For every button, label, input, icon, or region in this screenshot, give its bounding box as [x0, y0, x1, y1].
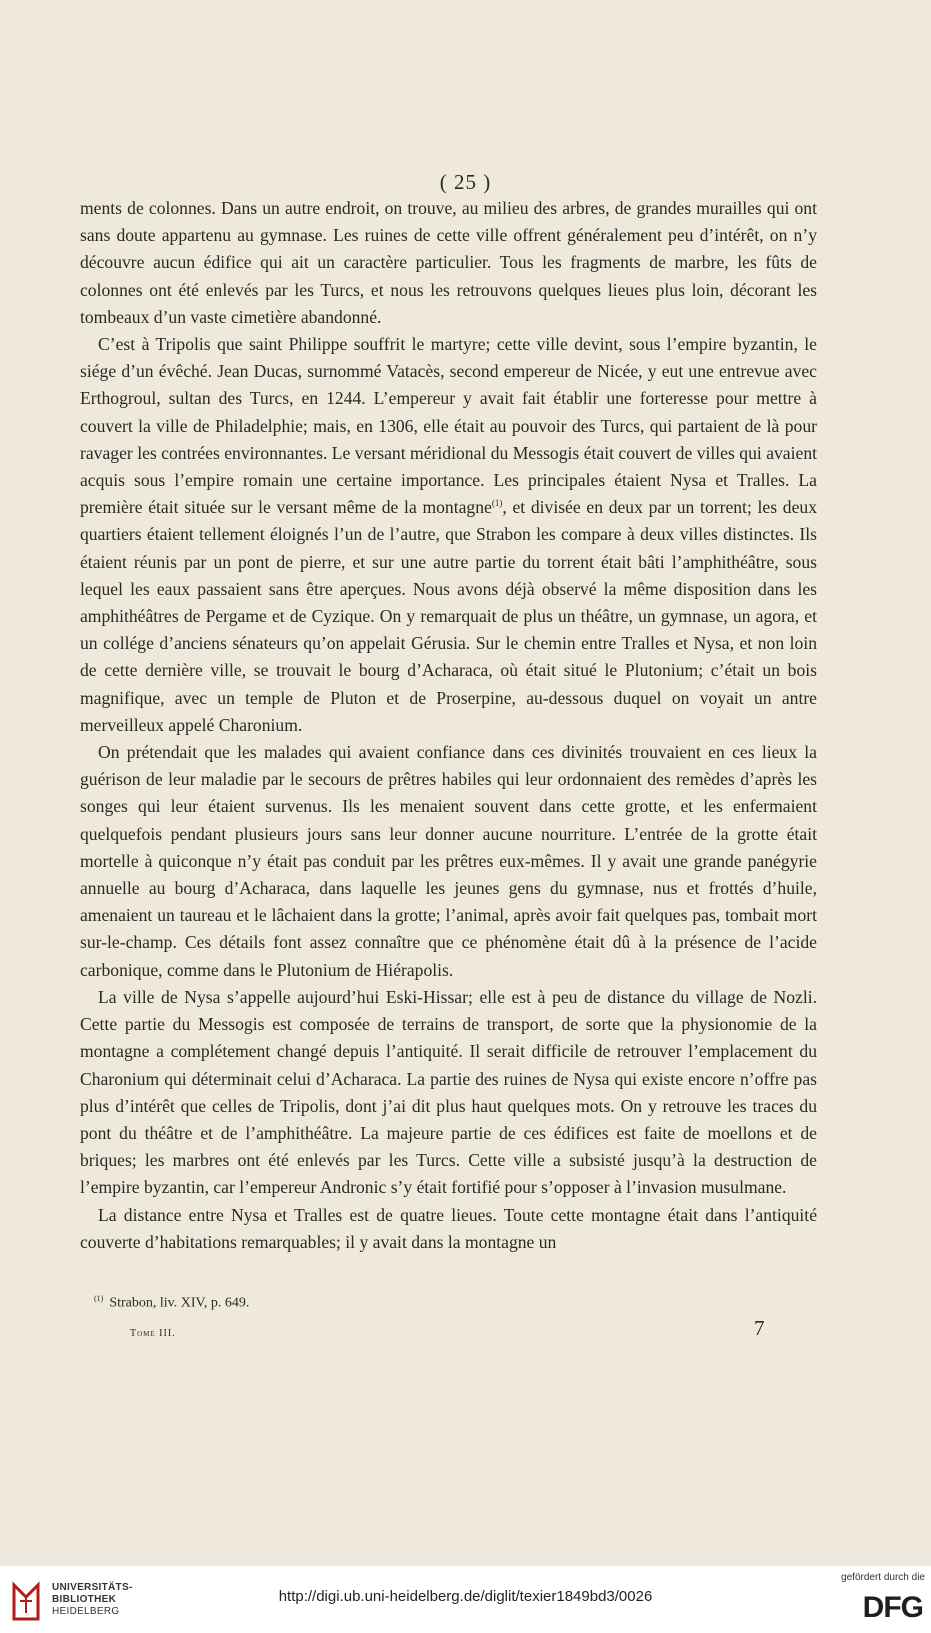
body-text [80, 195, 817, 1256]
footnote [94, 1294, 249, 1312]
dfg-logo: DFG [862, 1591, 923, 1624]
funding-note: gefördert durch die [841, 1572, 925, 1583]
page-number: ( 25 ) [439, 170, 492, 194]
footnote-text: Strabon, liv. XIV, p. 649. [109, 1295, 250, 1311]
paragraph-4: La ville de Nysa s’appelle aujourd’hui Eski-Hissar; elle est à peu de distance du village de Nozli. Cette partie du Messogis est composée de terrains de transport, de sorte que la physionomie de la montagne a complétement changé depuis l’antiquité. Il serait difficile de retrouver l’emplacement du Charonium qui déterminait celui d’Acharaca. La partie des ruines de Nysa qui existe encore n’offre pas plus d’intérêt que celles de Tripolis, dont j’ai dit plus haut quelques mots. On y retrouve les traces du pont du théâtre et de l’amphithéâtre. La majeure partie de ces édifices est faite de moellons et de briques; les marbres ont été enlevés par les Turcs. Cette ville a subsisté jusqu’à la destruction de l’empire byzantin, car l’empereur Andronic s’y était fortifié pour s’opposer à l’invasion musulmane. [80, 986, 817, 1198]
volume-label: Tome III. [130, 1328, 176, 1339]
signature-mark: 7 [754, 1316, 765, 1340]
institution-line-2: BIBLIOTHEK [52, 1594, 117, 1605]
footer-bar [0, 1566, 931, 1633]
footnote-mark: (1) [94, 1294, 104, 1303]
paragraph-2-part-2: , et divisée en deux par un torrent; les deux quartiers étaient tellement éloignés l’un de l’autre, que Strabon les compare à deux villes distinctes. Ils étaient réunis par un pont de pierre, et sur une autre partie du torrent était bâti l’amphithéâtre, sous lequel les eaux passaient sans être aperçues. Nous avons déjà observé la même disposition dans les amphithéâtres de Pergame et de Cyzique. On y remarquait de plus un théâtre, un gymnase, un agora, et un collége d’anciens sénateurs qu’on appelait Gérusia. Sur le chemin entre Tralles et Nysa, et non loin de cette dernière ville, se trouvait le bourg d’Acharaca, où était situé le Plutonium; c’était un bois magnifique, avec un temple de Pluton et de Proserpine, au-dessous duquel on voyait un antre merveilleux appelé Charonium. [80, 497, 817, 735]
footnote-reference: (1) [491, 498, 503, 509]
paragraph-2-part-1: C’est à Tripolis que saint Philippe souffrit le martyre; cette ville devint, sous l’empire byzantin, le siége d’un évêché. Jean Ducas, surnommé Vatacès, second empereur de Nicée, y eut une entrevue avec Erthogroul, sultan des Turcs, en 1244. L’empereur y avait fait établir une forteresse pour mettre à couvert la ville de Philadelphie; mais, en 1306, elle était au pouvoir des Turcs, qui partaient de là pour ravager les contrées environnantes. Le versant méridional du Messogis était couvert de villes qui avaient acquis sous l’empire romain une certaine importance. Les principales étaient Nysa et Tralles. La première était située sur le versant même de la montagne [80, 334, 817, 518]
paragraph-2 [80, 331, 817, 739]
institution-line-1: UNIVERSITÄTS- [52, 1582, 133, 1593]
paragraph-1: ments de colonnes. Dans un autre endroit, on trouve, au milieu des arbres, de grandes murailles qui ont sans doute appartenu au gymnase. Les ruines de cette ville offrent généralement peu d’intérêt, on n’y découvre aucun édifice qui ait un caractère particulier. Tous les fragments de marbre, les fûts de colonnes ont été enlevés par les Turcs, et nous les retrouvons quelques lieues plus loin, décorant les tombeaux d’un vaste cimetière abandonné. [80, 198, 817, 327]
paragraph-5: La distance entre Nysa et Tralles est de quatre lieues. Toute cette montagne était dans l’antiquité couverte d’habitations remarquables; il y avait dans la montagne un [80, 1204, 817, 1252]
institution-line-3: HEIDELBERG [52, 1606, 120, 1617]
paragraph-3: On prétendait que les malades qui avaient confiance dans ces divinités trouvaient en ces lieux la guérison de leur maladie par le secours de prêtres habiles qui leur ordonnaient des remèdes d’après les songes qui leur étaient survenus. Ils les menaient souvent dans cette grotte, et les enfermaient quelquefois pendant plusieurs jours sans leur donner aucune nourriture. L’entrée de la grotte était mortelle à quiconque n’y était pas conduit par les prêtres eux-mêmes. Il y avait une grande panégyrie annuelle au bourg d’Acharaca, dans laquelle les jeunes gens du gymnase, nus et frottés d’huile, amenaient un taureau et le lâchaient dans la grotte; l’animal, après avoir fait quelques pas, tombait mort sur-le-champ. Ces détails font assez connaître que ce phénomène était dû à la présence de l’acide carbonique, comme dans le Plutonium de Hiérapolis. [80, 742, 817, 980]
document-url[interactable]: http://digi.ub.uni-heidelberg.de/diglit/texier1849bd3/0026 [278, 1588, 653, 1605]
